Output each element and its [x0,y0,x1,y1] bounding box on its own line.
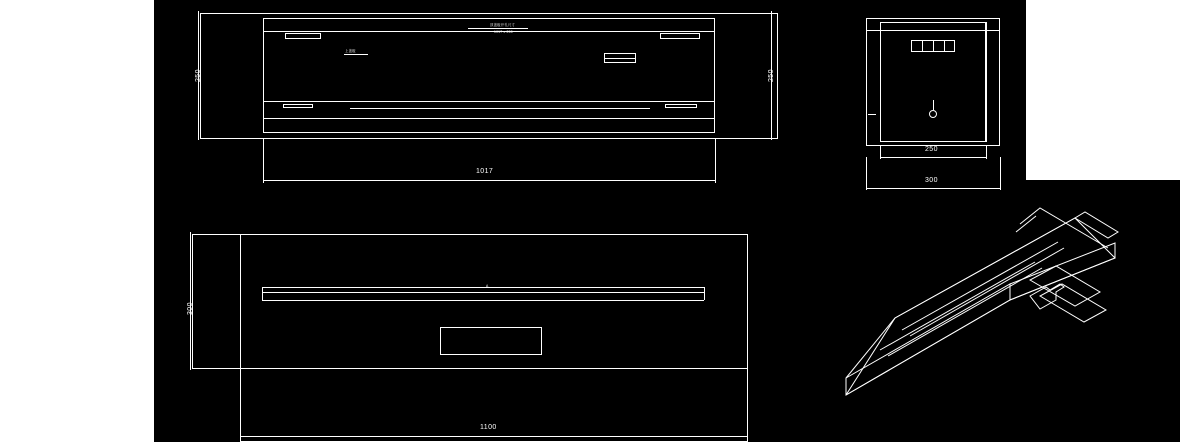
side-view-dim-outer-text: 300 [925,177,938,184]
top-view-dim-right-text: 250 [768,69,775,82]
side-view-dim-inner-text: 250 [925,146,938,153]
top-view-note-2: 1017 x 250 [494,30,513,34]
top-view-note-3: 上盖板 [345,49,356,53]
top-view-note-1: 顶盖板开孔尺寸 [490,23,516,27]
top-view-dim-bottom-text: 1017 [476,168,494,175]
front-view-dim-bottom-text: 1100 [480,424,497,431]
front-view-note: A [486,284,489,288]
top-view-dim-left-text: 250 [195,69,202,82]
front-view-dim-left-text: 300 [187,302,194,315]
